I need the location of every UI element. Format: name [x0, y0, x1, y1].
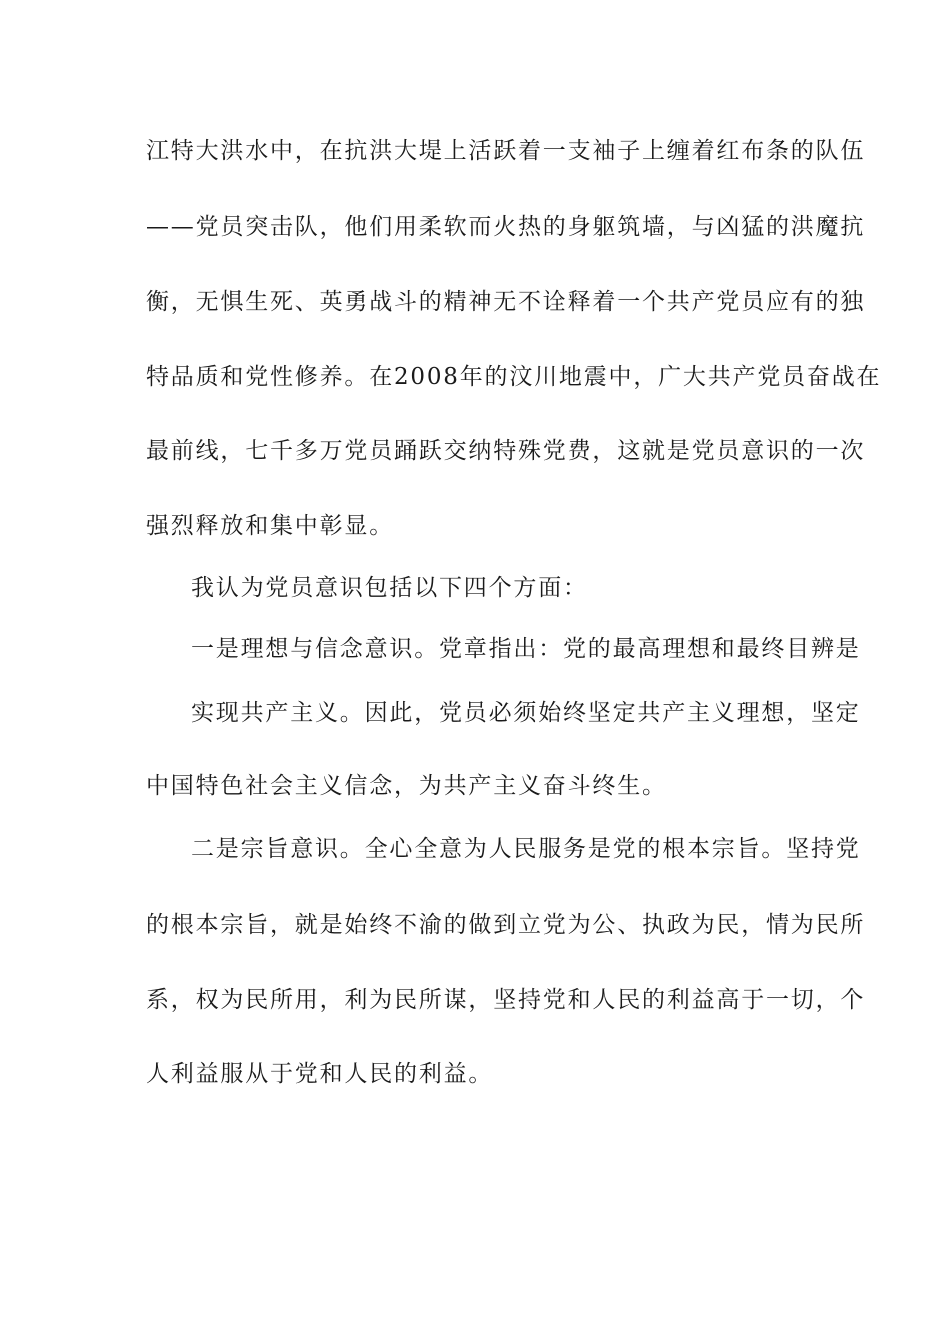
paragraph-intro: 我认为党员意识包括以下四个方面： — [191, 575, 588, 601]
paragraph-ideal-belief: 一是理想与信念意识。党章指出：党的最高理想和最终目辨是 — [191, 636, 861, 662]
paragraph-purpose: 二是宗旨意识。全心全意为人民服务是党的根本宗旨。坚持党 — [191, 836, 861, 862]
text-line: 人利益服从于党和人民的利益。 — [146, 1061, 494, 1087]
text-line: 的根本宗旨，就是始终不渝的做到立党为公、执政为民，情为民所 — [146, 912, 866, 938]
text-line: 中国特色社会主义信念，为共产主义奋斗终生。 — [146, 773, 667, 799]
text-line: 江特大洪水中，在抗洪大堤上活跃着一支袖子上缠着红布条的队伍 — [146, 138, 866, 164]
text-line: 实现共产主义。因此，党员必须始终坚定共产主义理想，坚定 — [191, 700, 861, 726]
text-line: 特品质和党性修养。在2008年的汶川地震中，广大共产党员奋战在 — [146, 364, 882, 390]
text-line: 衡，无惧生死、英勇战斗的精神无不诠释着一个共产党员应有的独 — [146, 289, 866, 315]
text-line: 强烈释放和集中彰显。 — [146, 513, 394, 539]
text-line: 最前线，七千多万党员踊跃交纳特殊党费，这就是党员意识的一次 — [146, 438, 866, 464]
text-line: 系，权为民所用，利为民所谋，坚持党和人民的利益高于一切，个 — [146, 987, 866, 1013]
text-line: ——党员突击队，他们用柔软而火热的身躯筑墙，与凶猛的洪魔抗 — [146, 214, 866, 240]
